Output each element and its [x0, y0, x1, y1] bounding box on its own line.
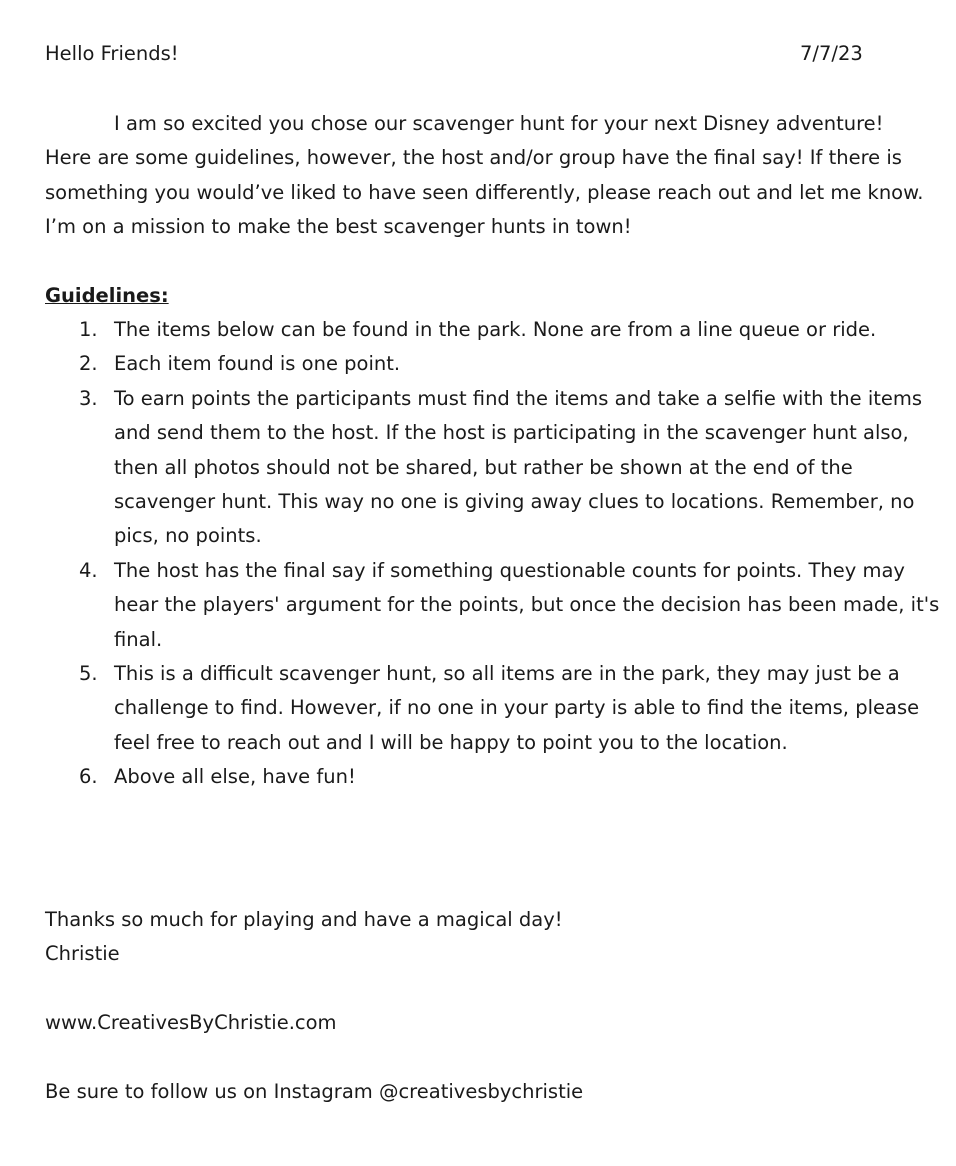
guideline-item	[45, 347, 945, 381]
guideline-item	[45, 313, 945, 347]
guideline-number: 4.	[79, 558, 98, 582]
guidelines-heading: Guidelines:	[45, 284, 169, 307]
guideline-item	[45, 760, 945, 794]
guideline-item	[45, 554, 945, 657]
instagram-note: Be sure to follow us on Instagram @creativesbychristie	[45, 1080, 584, 1103]
guideline-text: To earn points the participants must find the items and take a selfie with the items and send them to the host. If the host is participating in the scavenger hunt also, then all photos should not be shared, but rather be shown at the end of the scavenger hunt. This way no one is giving away clues to locations. Remember, no pics, no points.	[114, 386, 923, 548]
website-url: www.CreativesByChristie.com	[45, 1011, 337, 1034]
intro-paragraph: I am so excited you chose our scavenger hunt for your next Disney adventure! Here are some guidelines, however, the host and/or group have the final say! If there is something you would’ve liked to have seen differently, please reach out and let me know. I’m on a mission to make the best scavenger hunts in town!	[45, 112, 924, 238]
greeting: Hello Friends!	[45, 42, 179, 65]
guideline-text: Each item found is one point.	[114, 352, 401, 376]
guideline-number: 6.	[79, 765, 98, 789]
guideline-text: The items below can be found in the park. None are from a line queue or ride.	[114, 318, 877, 341]
guideline-item	[45, 657, 945, 760]
signature: Christie	[45, 942, 120, 965]
document-date: 7/7/23	[800, 42, 863, 65]
guideline-text: This is a difficult scavenger hunt, so all items are in the park, they may just be a challenge to find. However, if no one in your party is able to find the items, please feel free to reach out and I will be happy to point you to the location.	[114, 662, 920, 754]
guideline-number: 3.	[79, 386, 98, 410]
guideline-text: Above all else, have fun!	[114, 765, 356, 789]
guidelines-list	[45, 313, 945, 795]
guideline-number: 2.	[79, 352, 98, 376]
guideline-text: The host has the final say if something questionable counts for points. They may hear the players' argument for the points, but once the decision has been made, it's final.	[114, 558, 940, 651]
closing-thanks: Thanks so much for playing and have a magical day!	[45, 908, 563, 931]
guideline-number: 1.	[79, 318, 98, 341]
guideline-number: 5.	[79, 662, 98, 686]
guideline-item	[45, 382, 945, 554]
